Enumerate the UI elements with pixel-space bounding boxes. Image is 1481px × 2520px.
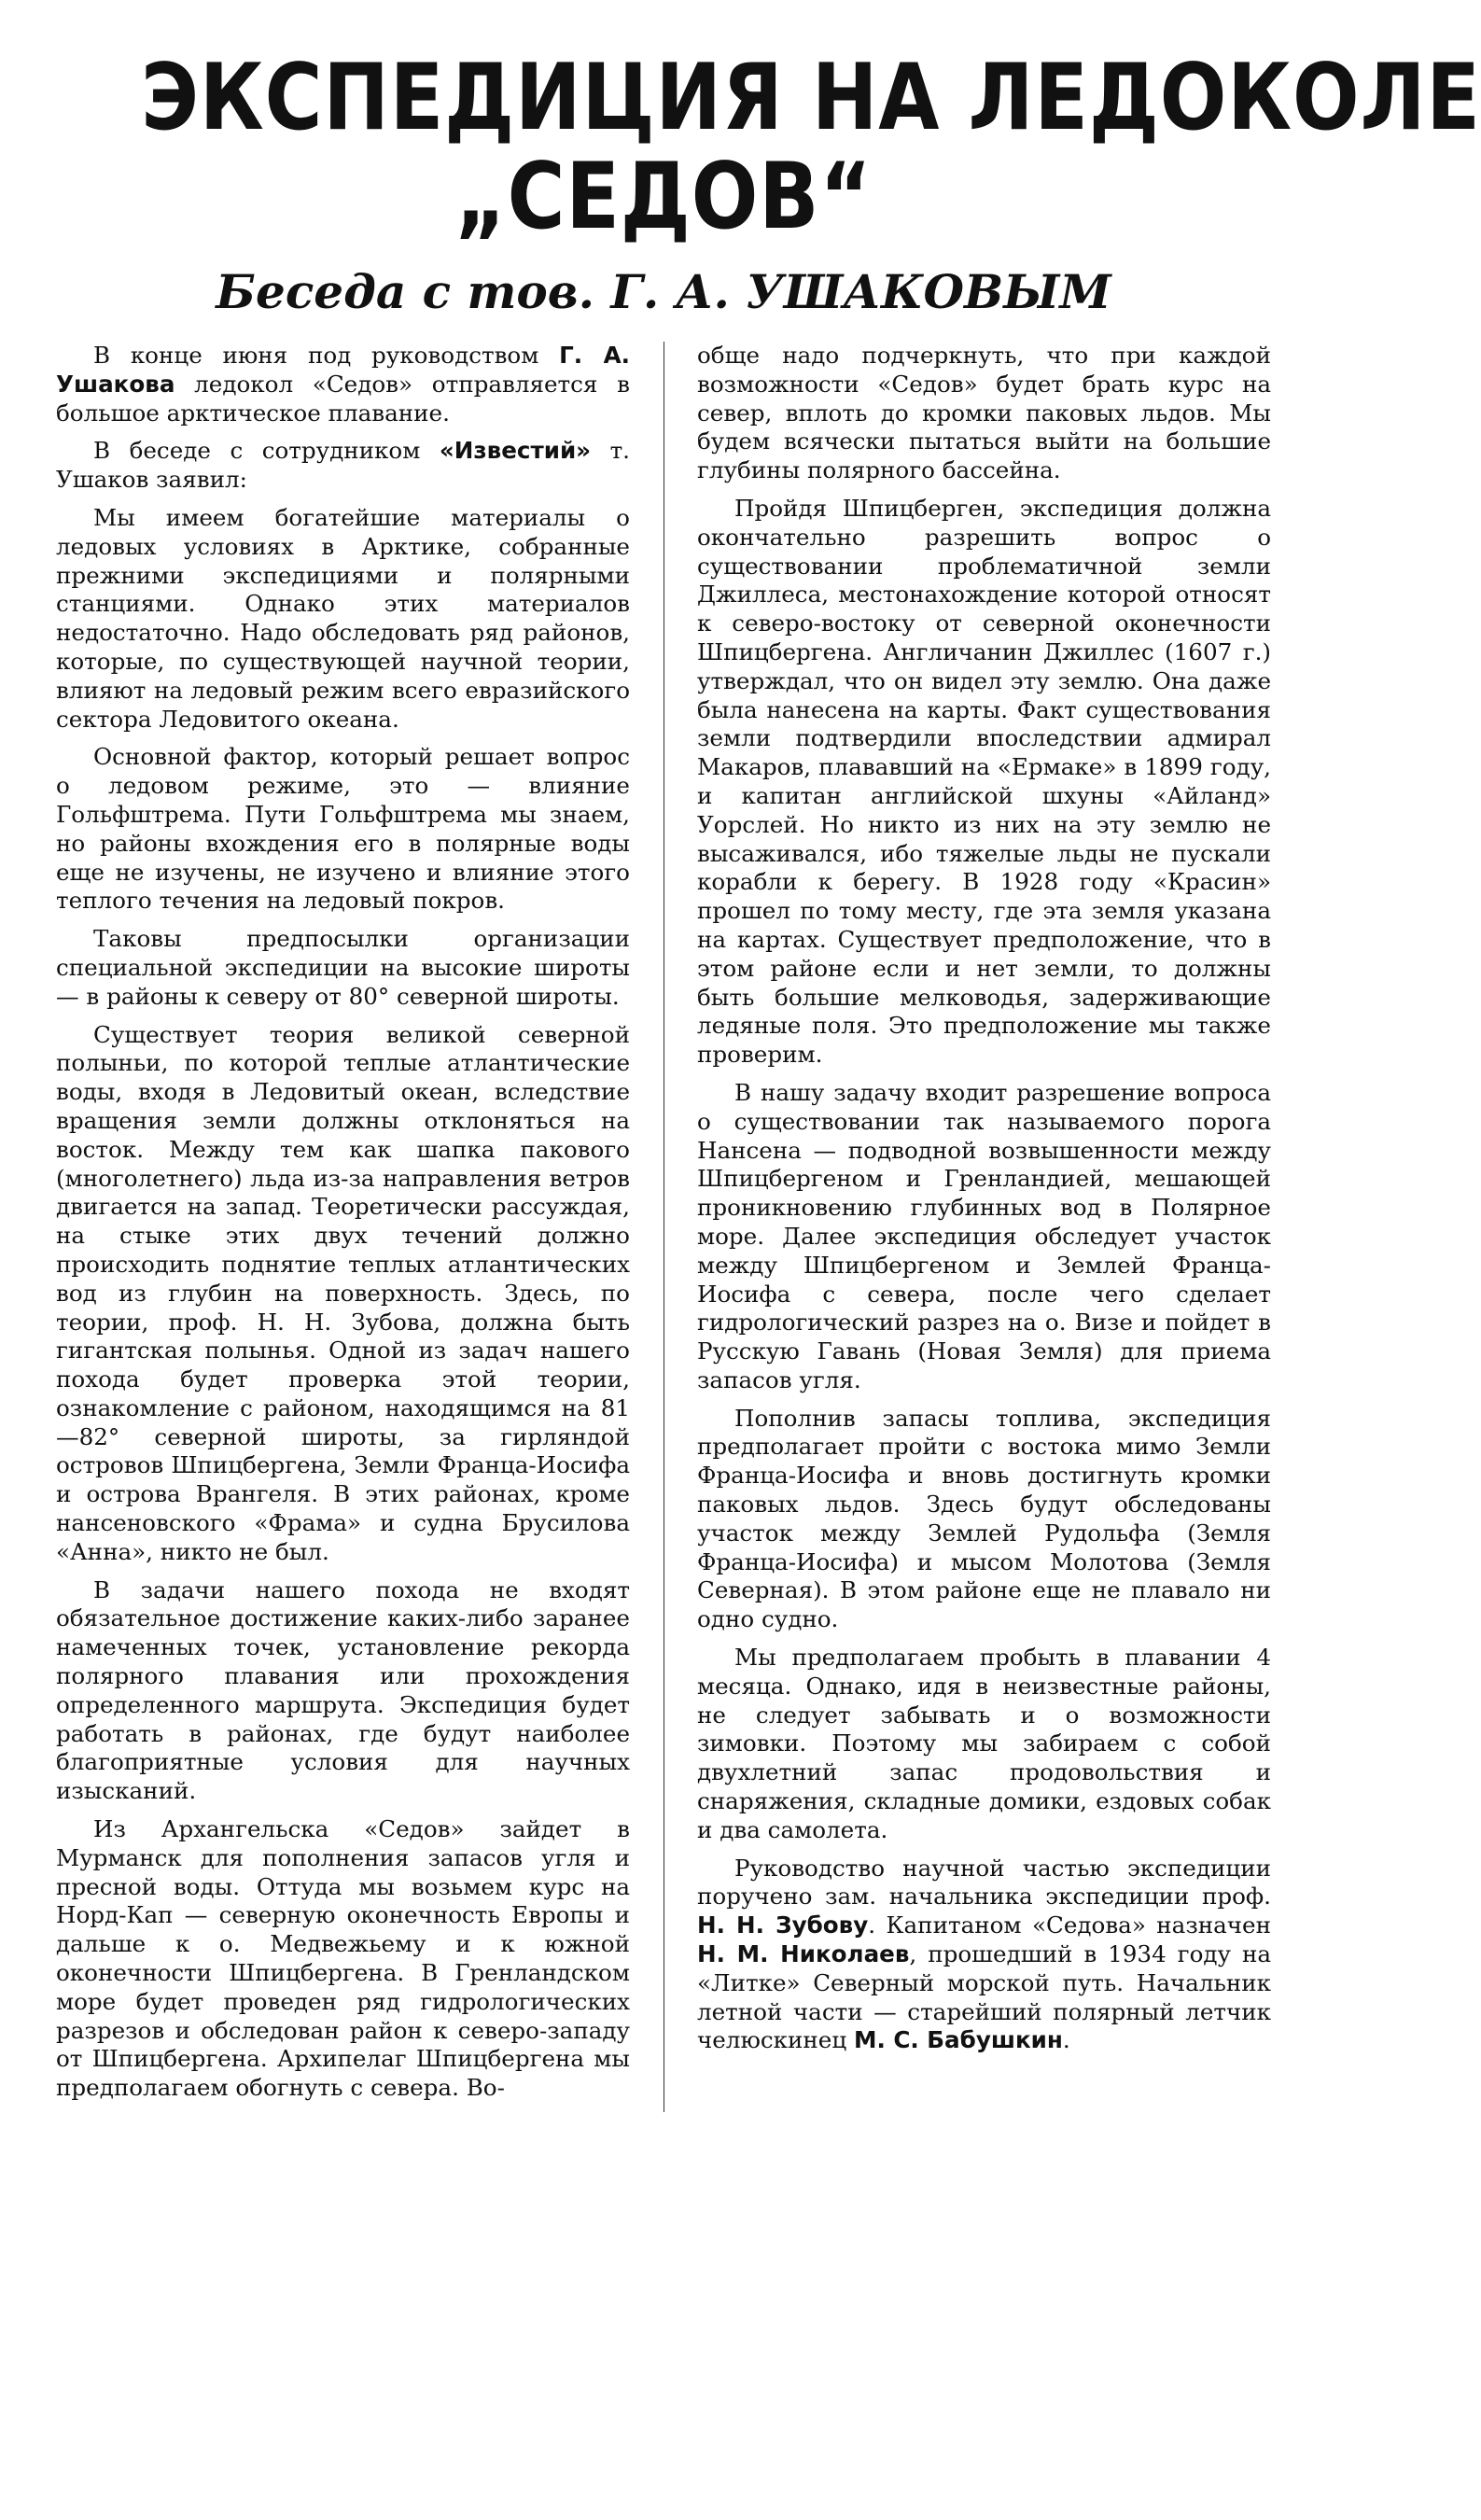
newspaper-name: «Известий» (439, 437, 592, 465)
subheadline: Беседа с тов. Г. А. УШАКОВЫМ (216, 264, 1111, 319)
person-name: М. С. Бабушкин (853, 2026, 1063, 2054)
text: , прошедший в 1934 году на «Литке» Северный морской путь. Начальник летной части — старейший полярный летчик челюскинец (697, 1940, 1272, 2054)
right-column (697, 342, 1271, 2112)
paragraph: Мы предполагаем пробыть в плавании 4 месяца. Однако, идя в неизвестные районы, не следует забывать и о возможности зимовки. Поэтому мы забираем с собой двухлетний запас продовольствия и снаряжения, складные домики, ездовых собак и два самолета. (697, 1644, 1271, 1843)
paragraph: Пройдя Шпицберген, экспедиция должна окончательно разрешить вопрос о существовании проблематичной земли Джиллеса, местонахождение которой относят к северо-востоку от северной оконечности Шпицбергена. Англичанин Джиллес (1607 г.) утверждал, что он видел эту землю. Она даже была нанесена на карты. Факт существования земли подтвердили впоследствии адмирал Макаров, плававший на «Ермаке» в 1899 году, и капитан английской шхуны «Айланд» Уорслей. Но никто из них на эту землю не высаживался, ибо тяжелые льды не пускали корабли к берегу. В 1928 году «Красин» прошел по тому месту, где эта земля указана на картах. Существует предположение, что в этом районе если и нет земли, то должны быть большие мелководья, задерживающие ледяные поля. Это предположение мы также проверим. (697, 494, 1271, 1069)
headline-line-1: ЭКСПЕДИЦИЯ НА ЛЕДОКОЛЕ (141, 45, 1481, 151)
paragraph: В нашу задачу входит разрешение вопроса о существовании так называемого порога Нансена — подводной возвышенности между Шпицбергеном и Гренландией, мешающей проникновению глубинных вод в Полярное море. Далее экспедиция обследует участок между Шпицбергеном и Землей Франца-Иосифа с севера, после чего сделает гидрологический разрез на о. Визе и пойдет в Русскую Гавань (Новая Земля) для приема запасов угля. (697, 1078, 1271, 1393)
person-name: Н. М. Николаев (697, 1940, 910, 1968)
person-name: Н. Н. Зубову (697, 1911, 869, 1939)
paragraph: Пополнив запасы топлива, экспедиция предполагает пройти с востока мимо Земли Франца-Иосифа и вновь достигнуть кромки паковых льдов. Здесь будут обследованы участок между Землей Рудольфа (Земля Франца-Иосифа) и мысом Молотова (Земля Северная). В этом районе еще не плавало ни одно судно. (697, 1404, 1271, 1633)
paragraph: Существует теория великой северной полыньи, по которой теплые атлантические воды, входя в Ледовитый океан, вследствие вращения земли должны отклоняться на восток. Между тем как шапка пакового (многолетнего) льда из-за направления ветров двигается на запад. Теоретически рассуждая, на стыке этих двух течений должно происходить поднятие теплых атлантических вод из глубин на поверхность. Здесь, по теории, проф. Н. Н. Зубова, должна быть гигантская полынья. Одной из задач нашего похода будет проверка этой теории, ознакомление с районом, находящимся на 81—82° северной широты, за гирляндой островов Шпицбергена, Земли Франца-Иосифа и острова Врангеля. В этих районах, кроме нансеновского «Фрама» и судна Брусилова «Анна», никто не был. (56, 1020, 630, 1565)
headline-line-2: „СЕДОВ“ (454, 144, 873, 250)
paragraph: Основной фактор, который решает вопрос о ледовом режиме, это — влияние Гольфштрема. Пути Гольфштрема мы знаем, но районы вхождения его в полярные воды еще не изучены, не изучено и влияние этого теплого течения на ледовый покров. (56, 743, 630, 915)
text: В конце июня под руководством (93, 342, 560, 369)
paragraph: обще надо подчеркнуть, что при каждой возможности «Седов» будет брать курс на север, вплоть до кромки паковых льдов. Мы будем всячески пытаться выйти на большие глубины полярного бассейна. (697, 342, 1271, 484)
text: . Капитаном «Седова» назначен (868, 1911, 1271, 1939)
paragraph: В задачи нашего похода не входят обязательное достижение каких-либо заранее намеченных точек, установление рекорда полярного плавания или прохождения определенного маршрута. Экспедиция будет работать в районах, где будут наиболее благоприятные условия для научных изысканий. (56, 1575, 630, 1805)
paragraph (56, 437, 630, 495)
headline (141, 45, 1481, 250)
paragraph (56, 342, 630, 427)
article-body (56, 342, 1271, 2112)
paragraph: Мы имеем богатейшие материалы о ледовых условиях в Арктике, собранные прежними экспедициями и полярными станциями. Однако этих материалов недостаточно. Надо обследовать ряд районов, которые, по существующей научной теории, влияют на ледовый режим всего евразийского сектора Ледовитого океана. (56, 503, 630, 733)
paragraph: Из Архангельска «Седов» зайдет в Мурманск для пополнения запасов угля и пресной воды. Оттуда мы возьмем курс на Норд-Кап — северную оконечность Европы и дальше к о. Медвежьему и к южной оконечности Шпицбергена. В Гренландском море будет проведен ряд гидрологических разрезов и обследован район к северо-западу от Шпицбергена. Архипелаг Шпицбергена мы предполагаем обогнуть с севера. Во- (56, 1815, 630, 2102)
text: т. Ушаков заявил: (56, 437, 631, 494)
text: Руководство научной частью экспедиции поручено зам. начальника экспедиции проф. (697, 1854, 1271, 1911)
text: . (1062, 2026, 1070, 2054)
paragraph: Таковы предпосылки организации специальной экспедиции на высокие широты — в районы к северу от 80° северной широты. (56, 925, 630, 1010)
text: ледокол «Седов» отправляется в большое арктическое плавание. (56, 370, 630, 427)
paragraph (697, 1855, 1271, 2056)
left-column (56, 342, 630, 2112)
person-name: Г. А. Ушакова (56, 342, 630, 398)
text: В беседе с сотрудником (93, 437, 440, 465)
